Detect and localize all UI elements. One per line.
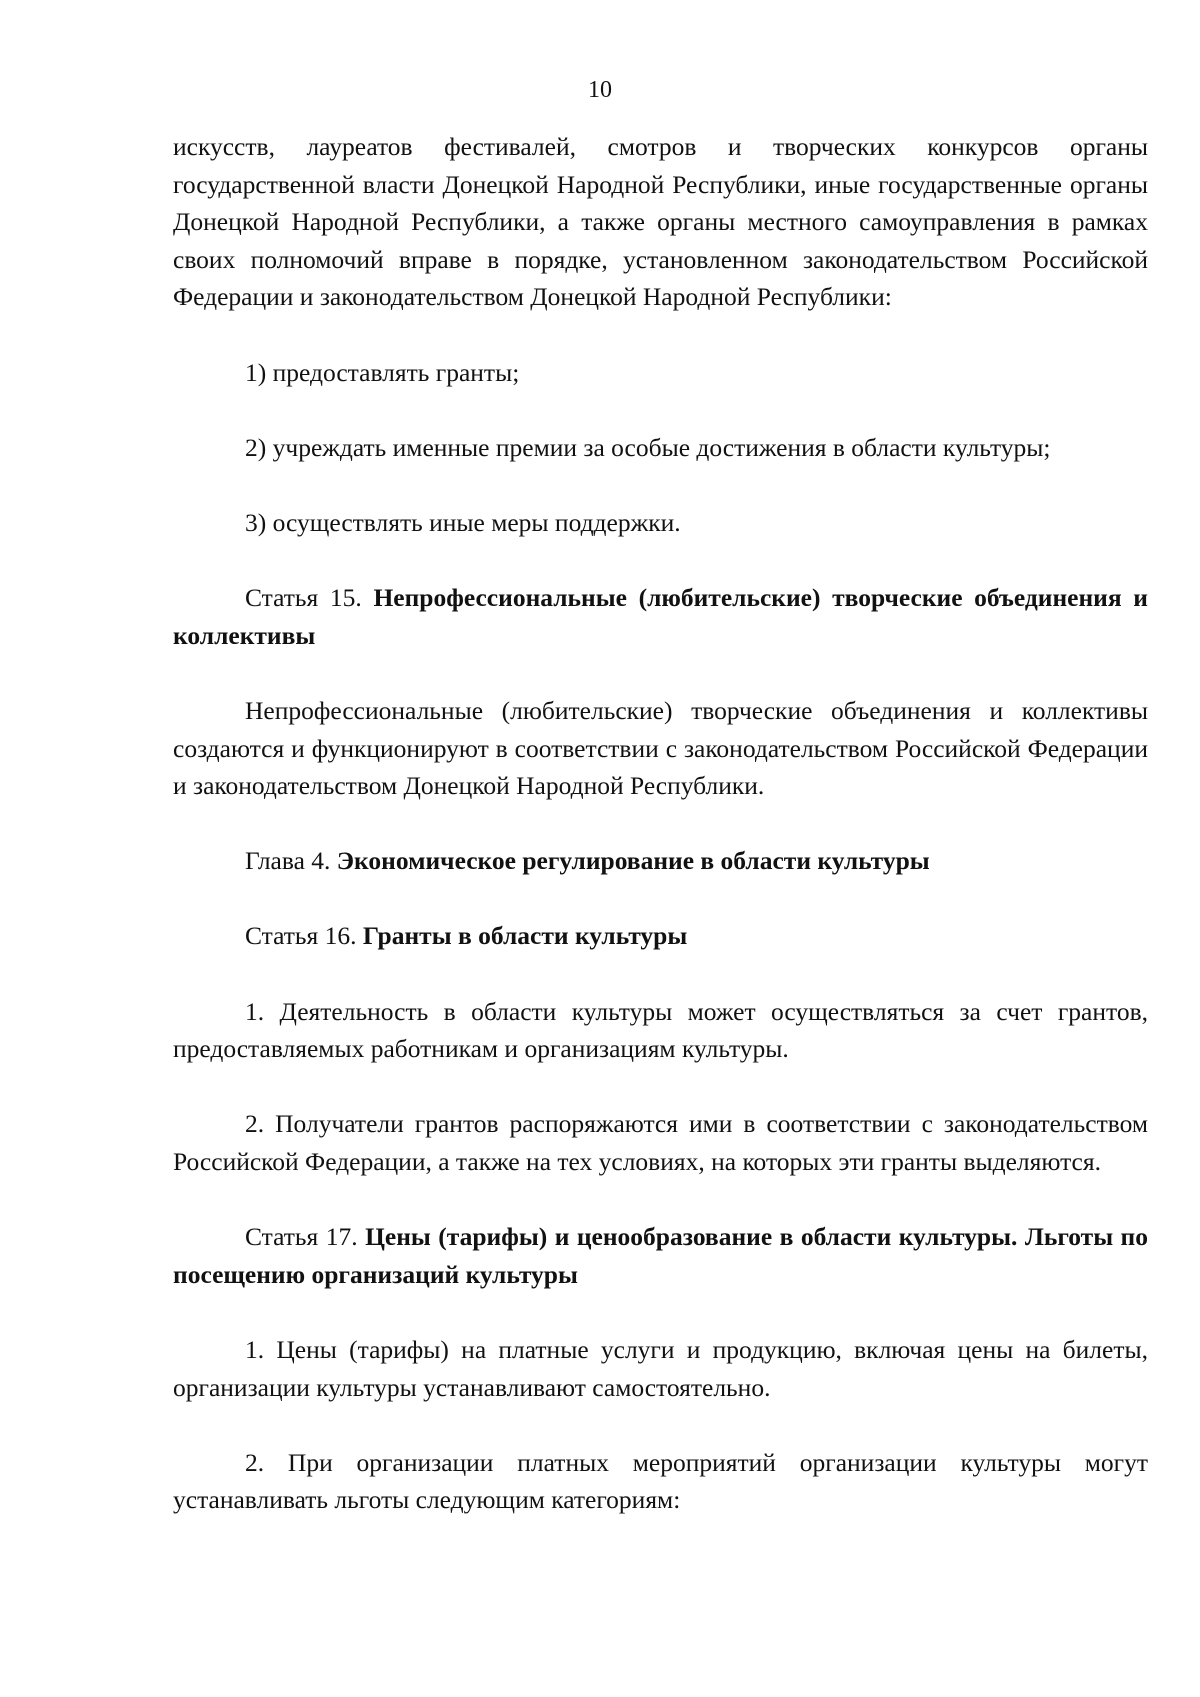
article-17-item-1: 1. Цены (тарифы) на платные услуги и продукцию, включая цены на билеты, организации культуры устанавливают самостоятельно. bbox=[173, 1335, 1148, 1402]
article-15-text: Непрофессиональные (любительские) творческие объединения и коллективы создаются и функционируют в соответствии с законодательством Российской Федерации и законодательством Донецкой Народной Республики. bbox=[173, 695, 1148, 801]
intro-paragraph: искусств, лауреатов фестивалей, смотров и творческих конкурсов органы государственной власти Донецкой Народной Республики, иные государственные органы Донецкой Народной Республики, а также органы местного самоуправления в рамках своих полномочий вправе в порядке, установленном законодательством Российской Федерации и законодательством Донецкой Народной Республики: bbox=[173, 132, 1148, 312]
chapter-4-title: Экономическое регулирование в области культуры bbox=[336, 846, 930, 876]
page-number: 10 bbox=[588, 77, 612, 103]
article-17-title: Цены (тарифы) и ценообразование в области культуры. Льготы по посещению организаций культуры bbox=[173, 1222, 1149, 1289]
article-16-heading bbox=[173, 917, 1148, 955]
article-16-title: Гранты в области культуры bbox=[362, 921, 688, 951]
article-16-item-2: 2. Получатели грантов распоряжаются ими в соответствии с законодательством Российской Федерации, а также на тех условиях, на которых эти гранты выделяются. bbox=[173, 1109, 1148, 1177]
article-17-prefix: Статья 17. bbox=[245, 1222, 366, 1252]
chapter-4-prefix: Глава 4. bbox=[245, 846, 337, 876]
article-15-title: Непрофессиональные (любительские) творческие объединения и коллективы bbox=[173, 583, 1148, 650]
list-item: 1) предоставлять гранты; bbox=[245, 357, 520, 387]
article-15-heading bbox=[173, 579, 1148, 654]
list-item: 2) учреждать именные премии за особые достижения в области культуры; bbox=[245, 432, 1051, 462]
chapter-4-heading bbox=[173, 842, 1148, 880]
list-item: 3) осуществлять иные меры поддержки. bbox=[245, 507, 681, 537]
document-body bbox=[173, 128, 1148, 1519]
article-16-item-1: 1. Деятельность в области культуры может осуществляться за счет грантов, предоставляемых работникам и организациям культуры. bbox=[173, 996, 1148, 1064]
article-17-item-2: 2. При организации платных мероприятий организации культуры могут устанавливать льготы следующим категориям: bbox=[173, 1447, 1148, 1515]
article-16-prefix: Статья 16. bbox=[245, 921, 363, 951]
article-15-prefix: Статья 15. bbox=[245, 583, 374, 613]
article-17-heading bbox=[173, 1218, 1148, 1293]
